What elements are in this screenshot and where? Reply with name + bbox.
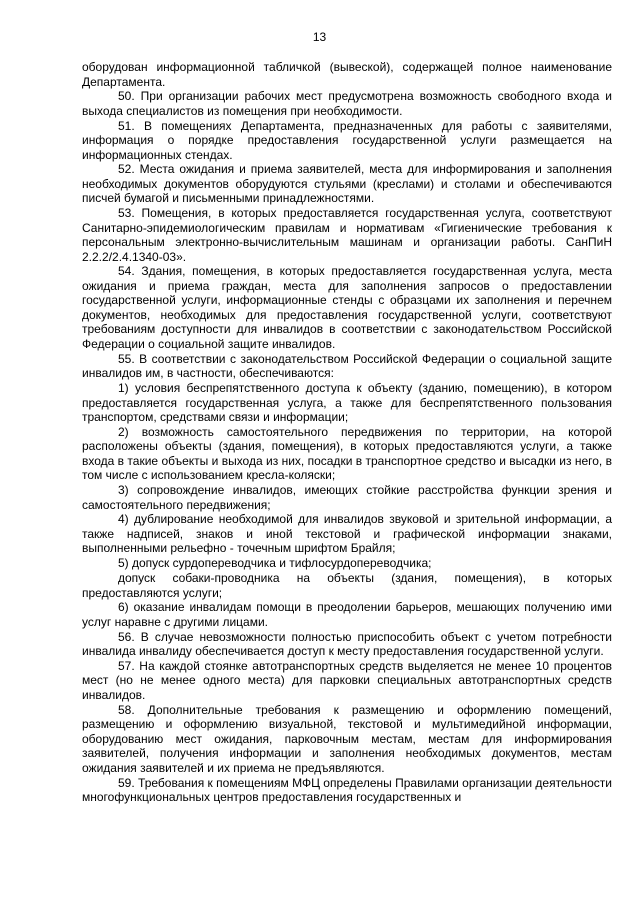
paragraph-53: 53. Помещения, в которых предоставляется государственная услуга, соответствуют Санитарно-эпидемиологическим правилам и нормативам «Гигиенические требования к персональным электронно-вычислительным машинам и организации работы. СанПиН 2.2.2/2.4.1340-03». [82, 206, 612, 264]
page-number: 13 [312, 30, 327, 44]
paragraph-55-item-5: 5) допуск сурдопереводчика и тифлосурдопереводчика; [118, 556, 432, 571]
paragraph-58: 58. Дополнительные требования к размещению и оформлению помещений, размещению и оформлению визуальной, текстовой и мультимедийной информации, оборудованию мест ожидания, парковочным местам, местам для информирования заявителей, получения информации и заполнения необходимых документов, местам ожидания заявителей и их приема не предъявляются. [82, 702, 612, 775]
paragraph-55-item-6: 6) оказание инвалидам помощи в преодолении барьеров, мешающих получению ими услуг наравне с другими лицами. [82, 600, 612, 629]
paragraph-continuation: оборудован информационной табличкой (вывеской), содержащей полное наименование Департамента. [82, 60, 612, 89]
paragraph-57: 57. На каждой стоянке автотранспортных средств выделяется не менее 10 процентов мест (но не менее одного места) для парковки специальных автотранспортных средств инвалидов. [82, 658, 612, 702]
paragraph-54: 54. Здания, помещения, в которых предоставляется государственная услуга, места ожидания и приема граждан, места для заполнения запросов о предоставлении государственной услуги, информационные стенды с образцами их заполнения и перечнем документов, необходимых для предоставления государственной услуги, соответствуют требованиям доступности для инвалидов в соответствии с законодательством Российской Федерации о социальной защите инвалидов. [82, 264, 612, 351]
paragraph-55-item-1: 1) условия беспрепятственного доступа к объекту (зданию, помещению), в котором предоставляется государственная услуга, а также для беспрепятственного пользования транспортом, средствами связи и информации; [82, 381, 612, 425]
paragraph-55-item-5b: допуск собаки-проводника на объекты (здания, помещения), в которых предоставляются услуги; [82, 571, 612, 600]
paragraph-55-item-3: 3) сопровождение инвалидов, имеющих стойкие расстройства функции зрения и самостоятельного передвижения; [82, 483, 612, 512]
paragraph-55-item-4: 4) дублирование необходимой для инвалидов звуковой и зрительной информации, а также надписей, знаков и иной текстовой и графической информации знаками, выполненными рельефно - точечным шрифтом Брайля; [82, 512, 612, 556]
paragraph-55-item-2: 2) возможность самостоятельного передвижения по территории, на которой расположены объекты (здания, помещения), в которых предоставляются услуги, а также входа в такие объекты и выхода из них, посадки в транспортное средство и высадки из него, в том числе с использованием кресла-коляски; [82, 424, 612, 483]
paragraph-52: 52. Места ожидания и приема заявителей, места для информирования и заполнения необходимых документов оборудуются стульями (креслами) и столами и обеспечиваются писчей бумагой и письменными принадлежностями. [82, 162, 612, 206]
paragraph-59: 59. Требования к помещениям МФЦ определены Правилами организации деятельности многофункциональных центров предоставления государственных и [82, 775, 612, 805]
paragraph-50: 50. При организации рабочих мест предусмотрена возможность свободного входа и выхода специалистов из помещения при необходимости. [82, 89, 612, 118]
paragraph-55: 55. В соответствии с законодательством Российской Федерации о социальной защите инвалидов им, в частности, обеспечиваются: [82, 351, 612, 381]
paragraph-56: 56. В случае невозможности полностью приспособить объект с учетом потребности инвалида инвалиду обеспечивается доступ к месту предоставления государственной услуги. [82, 629, 612, 659]
document-body [82, 60, 612, 805]
paragraph-51: 51. В помещениях Департамента, предназначенных для работы с заявителями, информация о порядке предоставления государственной услуги размещается на информационных стендах. [82, 118, 612, 162]
